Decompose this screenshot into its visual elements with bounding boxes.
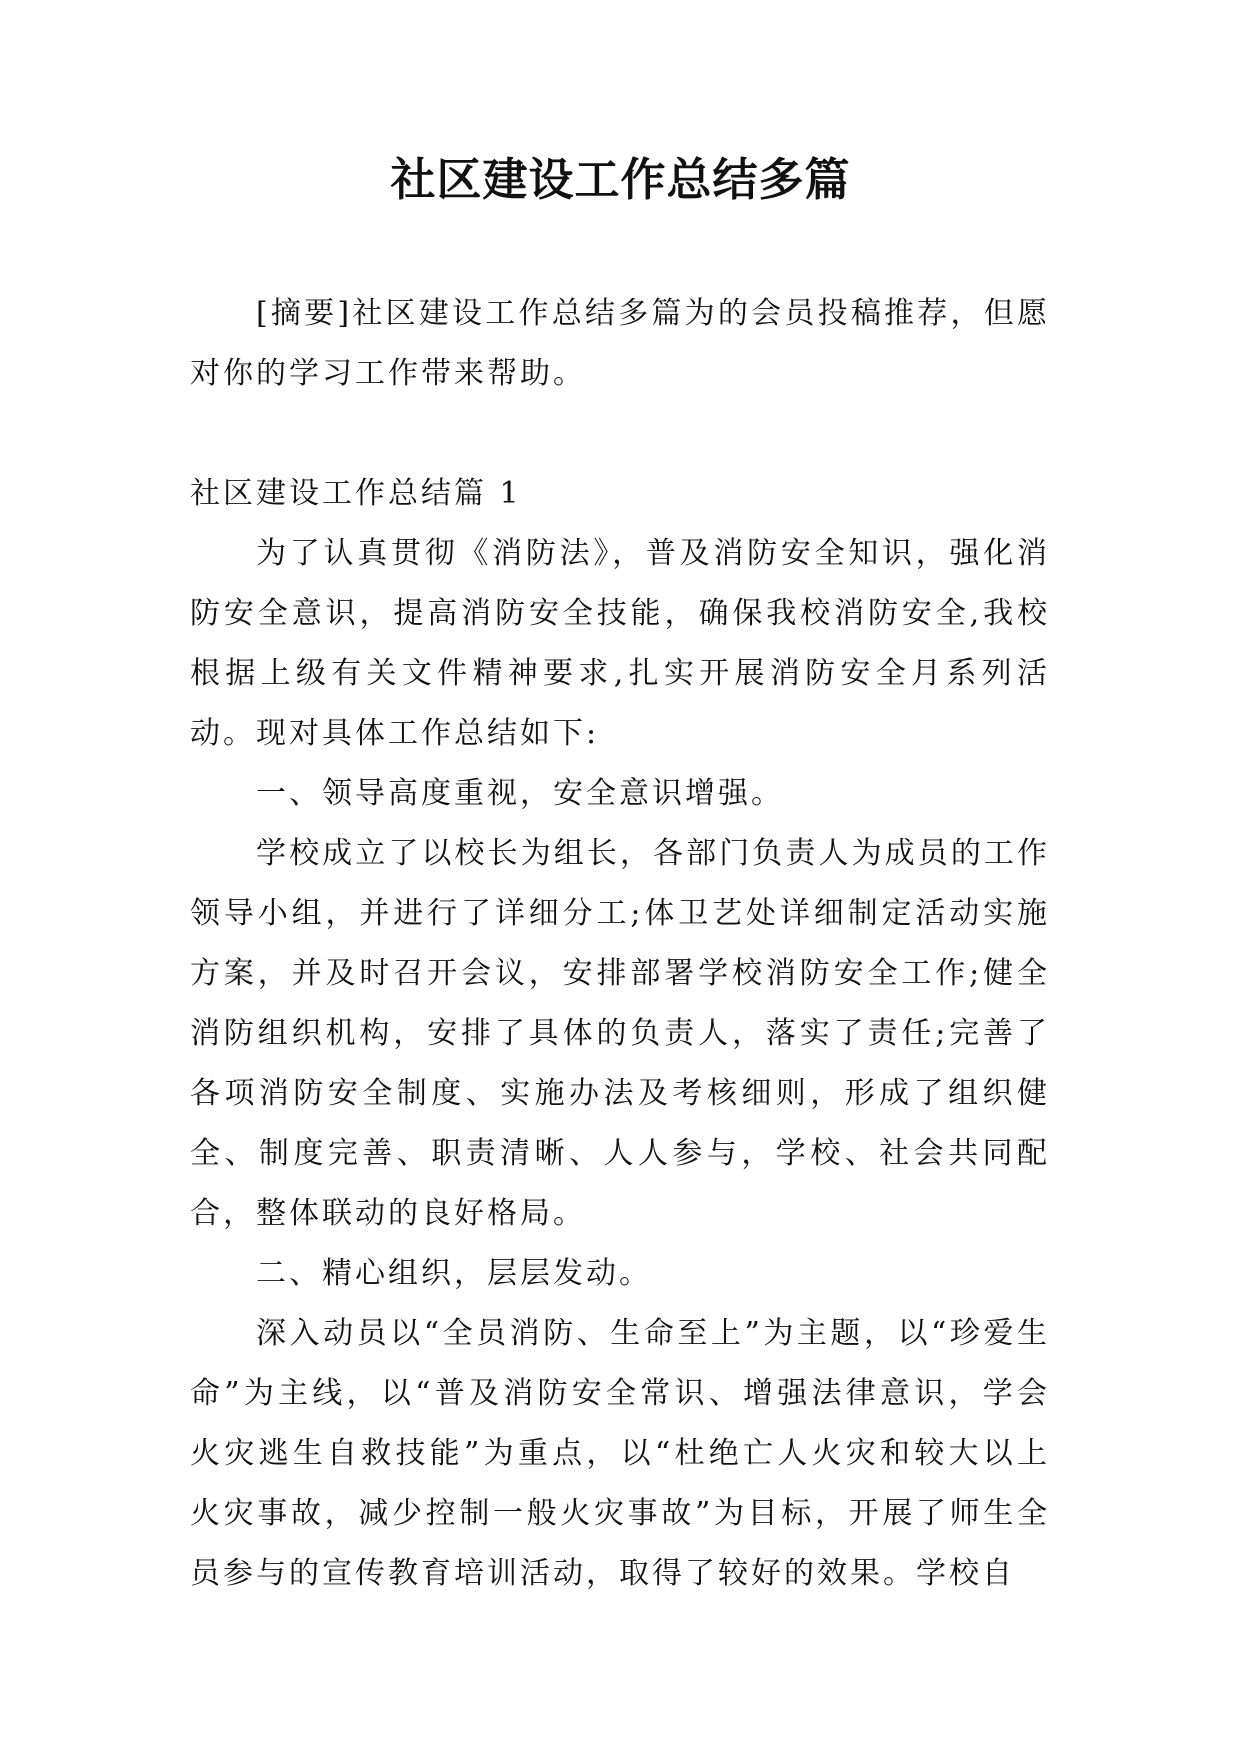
abstract-paragraph: [摘要]社区建设工作总结多篇为的会员投稿推荐，但愿对你的学习工作带来帮助。: [190, 296, 1050, 391]
body-paragraph: 深入动员以“全员消防、生命至上”为主题，以“珍爱生命”为主线，以“普及消防安全常识、增强法律意识，学会火灾逃生自救技能”为重点，以“杜绝亡人火灾和较大以上火灾事故，减少控制一般火灾事故”为目标，开展了师生全员参与的宣传教育培训活动，取得了较好的效果。学校自: [190, 1316, 1050, 1591]
section-heading: 社区建设工作总结篇 1: [190, 476, 522, 511]
body-paragraph: 为了认真贯彻《消防法》，普及消防安全知识，强化消防安全意识，提高消防安全技能，确保我校消防安全,我校根据上级有关文件精神要求,扎实开展消防安全月系列活动。现对具体工作总结如下:: [190, 536, 1050, 751]
subheading-paragraph: 一、领导高度重视，安全意识增强。: [256, 776, 784, 811]
subheading-paragraph: 二、精心组织，层层发动。: [256, 1256, 652, 1291]
document-title: 社区建设工作总结多篇: [390, 153, 851, 206]
section-1: [190, 464, 1050, 1604]
body-paragraph: 学校成立了以校长为组长，各部门负责人为成员的工作领导小组，并进行了详细分工;体卫艺处详细制定活动实施方案，并及时召开会议，安排部署学校消防安全工作;健全消防组织机构，安排了具体的负责人，落实了责任;完善了各项消防安全制度、实施办法及考核细则，形成了组织健全、制度完善、职责清晰、人人参与，学校、社会共同配合，整体联动的良好格局。: [190, 836, 1050, 1231]
abstract-block: [190, 284, 1050, 404]
